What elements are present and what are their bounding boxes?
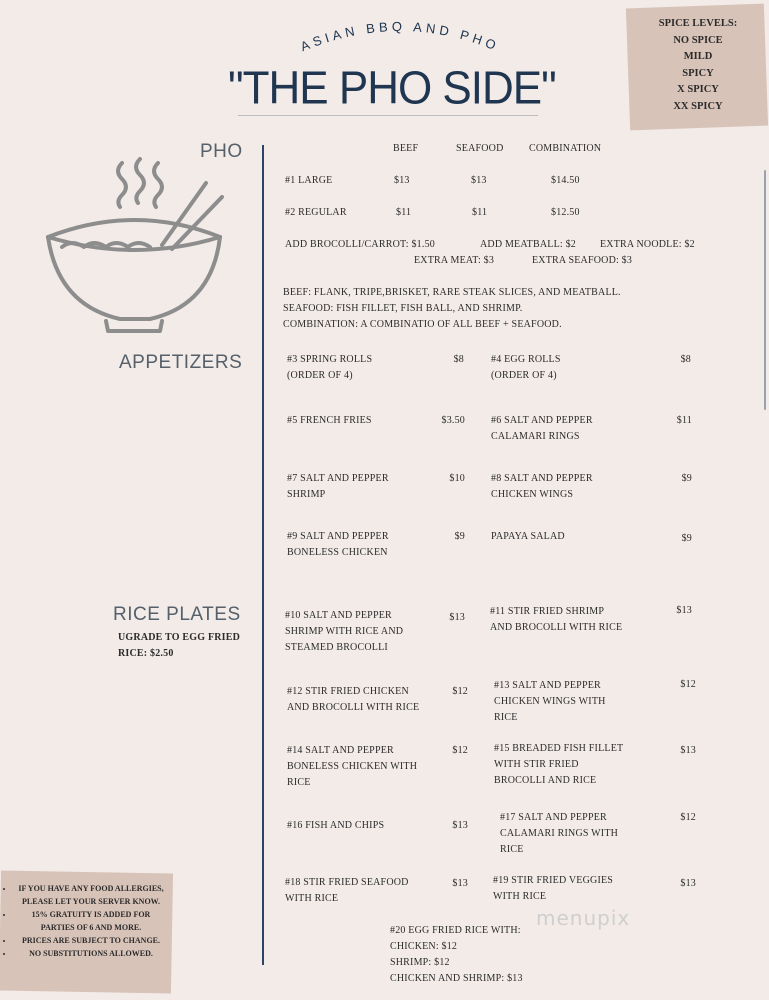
pho-row-combo: $14.50 [551,175,580,186]
note-item: • 15% GRATUITY IS ADDED FOR PARTIES OF 6 AND MORE. [14,908,168,934]
note-item: • IF YOU HAVE ANY FOOD ALLERGIES, PLEASE LET YOUR SERVER KNOW. [14,882,168,908]
page-title: "THE PHO SIDE" [228,62,556,115]
menu-item-name: #16 FISH AND CHIPS [287,820,385,831]
pho-row-combo: $12.50 [551,207,580,218]
pho-row-beef: $11 [396,207,412,218]
spice-level: NO SPICE [673,34,723,46]
pho-row-seafood: $13 [471,175,487,186]
egg-fried-upgrade: UGRADE TO EGG FRIED RICE: $2.50 [118,632,241,659]
pho-description: BEEF: FLANK, TRIPE,BRISKET, RARE STEAK SLICES, AND MEATBALL. SEAFOOD: FISH FILLET, FISH BALL, AND SHRIMP. COMBINATION: A COMBINATIO OF ALL BEEF + SEAFOOD. [283,287,621,330]
menu-item-price: $8 [680,354,691,365]
menu-item-price: $11 [676,415,692,426]
watermark: menupix [536,906,631,930]
note-item: • PRICES ARE SUBJECT TO CHANGE. [14,934,168,947]
menu-item-name: #17 SALT AND PEPPER CALAMARI RINGS WITH RICE [500,812,619,855]
menu-item-name: #8 SALT AND PEPPER CHICKEN WINGS [491,473,593,500]
notes-list [2,882,168,960]
menu-item-price: $13 [449,612,465,623]
pho-addon: ADD BROCOLLI/CARROT: $1.50 [285,239,435,250]
vertical-divider [262,145,264,965]
menu-item-price: $12 [452,686,468,697]
subtitle-arc [250,10,550,70]
menu-item-name: #13 SALT AND PEPPER CHICKEN WINGS WITH RICE [494,680,606,723]
pho-addon: ADD MEATBALL: $2 [480,239,576,250]
spice-level: SPICY [682,67,714,79]
menu-item-name: #3 SPRING ROLLS (ORDER OF 4) [287,354,373,381]
appetizers-heading: APPETIZERS [119,352,243,373]
edge-mark [764,170,766,410]
pho-row-beef: $13 [394,175,410,186]
menu-item-price: $8 [453,354,464,365]
pho-col-beef: BEEF [393,143,419,154]
subtitle-text: ASIAN BBQ AND PHO [298,18,502,55]
spice-level: MILD [683,51,713,62]
pho-row-name: #2 REGULAR [285,207,347,218]
menu-item-price: $13 [452,878,468,889]
pho-heading: PHO [200,141,243,162]
spice-level: XX SPICY [673,100,723,112]
menu-item-price: $13 [452,820,468,831]
title-underline [238,115,538,116]
menu-item-price: $12 [680,812,696,823]
menu-item-name: #4 EGG ROLLS (ORDER OF 4) [491,354,561,381]
menu-item-price: $9 [454,531,465,542]
menu-item-name: #14 SALT AND PEPPER BONELESS CHICKEN WITH RICE [287,745,418,788]
pho-addon: EXTRA SEAFOOD: $3 [532,255,633,266]
menu-item-name: #10 SALT AND PEPPER SHRIMP WITH RICE AND STEAMED BROCOLLI [285,610,404,653]
menu-item-price: $12 [680,679,696,690]
menu-item-name: PAPAYA SALAD [491,531,565,542]
spice-levels [634,16,762,115]
menu-item-price: $13 [680,878,696,889]
note-item: • NO SUBSTITUTIONS ALLOWED. [14,947,168,960]
pho-bowl-icon [40,155,230,335]
menu-item-name: #12 STIR FRIED CHICKEN AND BROCOLLI WITH RICE [287,686,420,713]
spice-level: X SPICY [677,84,719,95]
menu-item-price: $12 [452,745,468,756]
pho-addon: EXTRA NOODLE: $2 [600,239,695,250]
menu-item-price: $9 [681,473,692,484]
pho-row-seafood: $11 [472,207,488,218]
menu-item-name: #7 SALT AND PEPPER SHRIMP [287,473,389,500]
menu-item-price: $9 [681,533,692,544]
svg-text:ASIAN BBQ AND PHO [298,19,502,54]
menu-item-name: #15 BREADED FISH FILLET WITH STIR FRIED BROCOLLI AND RICE [494,743,624,786]
menu-item-name: #5 FRENCH FRIES [287,415,372,426]
pho-addon: EXTRA MEAT: $3 [414,255,495,266]
menu-item-name: #6 SALT AND PEPPER CALAMARI RINGS [491,415,593,442]
pho-col-combination: COMBINATION [529,143,602,154]
menu-item-price: $13 [676,605,692,616]
menu-item-price: $13 [680,745,696,756]
egg-fried-rice-item: #20 EGG FRIED RICE WITH: CHICKEN: $12 SHRIMP: $12 CHICKEN AND SHRIMP: $13 [390,925,523,984]
menu-item-name: #9 SALT AND PEPPER BONELESS CHICKEN [287,531,389,558]
menu-item-name: #19 STIR FRIED VEGGIES WITH RICE [493,875,614,902]
pho-row-name: #1 LARGE [285,175,333,186]
menu-item-name: #18 STIR FRIED SEAFOOD WITH RICE [285,877,409,904]
rice-plates-heading: RICE PLATES [113,604,241,625]
menu-item-price: $10 [449,473,465,484]
menu-item-name: #11 STIR FRIED SHRIMP AND BROCOLLI WITH RICE [490,606,623,633]
spice-title: SPICE LEVELS: [658,18,738,29]
pho-col-seafood: SEAFOOD [456,143,504,154]
menu-item-price: $3.50 [441,415,465,426]
